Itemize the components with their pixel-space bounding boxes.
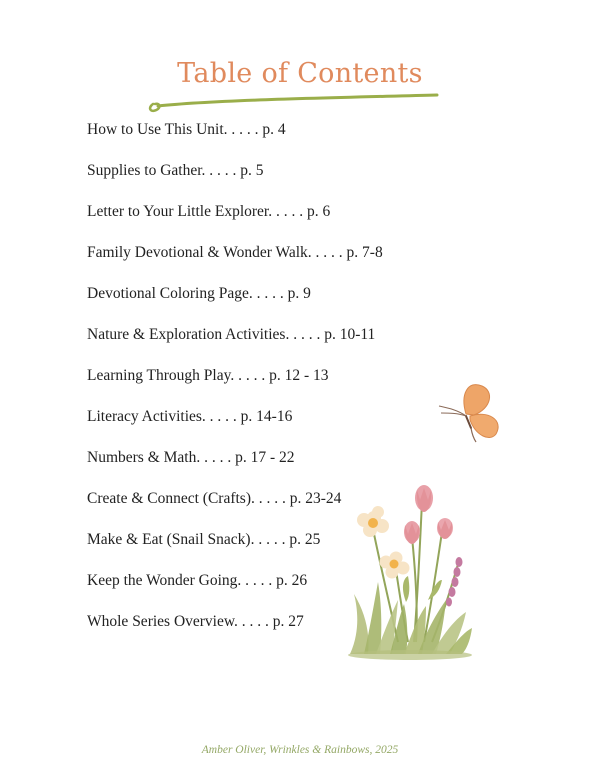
toc-item[interactable]: Nature & Exploration Activities. . . . . p. 10-11 bbox=[87, 326, 376, 343]
toc-list bbox=[87, 117, 383, 650]
toc-item[interactable]: Keep the Wonder Going. . . . . p. 26 bbox=[87, 572, 308, 589]
footer-credit: Amber Oliver, Wrinkles & Rainbows, 2025 bbox=[201, 744, 399, 756]
butterfly-illustration bbox=[436, 382, 504, 444]
toc-item[interactable]: Supplies to Gather. . . . . p. 5 bbox=[87, 162, 264, 179]
page-title: Table of Contents bbox=[177, 58, 423, 89]
title-flourish-underline bbox=[145, 92, 440, 114]
toc-item[interactable]: Create & Connect (Crafts). . . . . p. 23-24 bbox=[87, 490, 342, 507]
toc-item[interactable]: Devotional Coloring Page. . . . . p. 9 bbox=[87, 285, 311, 302]
toc-item[interactable]: Letter to Your Little Explorer. . . . . p. 6 bbox=[87, 203, 331, 220]
toc-item[interactable]: Make & Eat (Snail Snack). . . . . p. 25 bbox=[87, 531, 321, 548]
toc-item[interactable]: Literacy Activities. . . . . p. 14-16 bbox=[87, 408, 293, 425]
toc-item[interactable]: How to Use This Unit. . . . . p. 4 bbox=[87, 121, 286, 138]
toc-item[interactable]: Numbers & Math. . . . . p. 17 - 22 bbox=[87, 449, 295, 466]
toc-item[interactable]: Whole Series Overview. . . . . p. 27 bbox=[87, 613, 304, 630]
wildflowers-illustration bbox=[346, 482, 476, 662]
toc-item[interactable]: Family Devotional & Wonder Walk. . . . . p. 7-8 bbox=[87, 244, 383, 261]
toc-item[interactable]: Learning Through Play. . . . . p. 12 - 13 bbox=[87, 367, 329, 384]
